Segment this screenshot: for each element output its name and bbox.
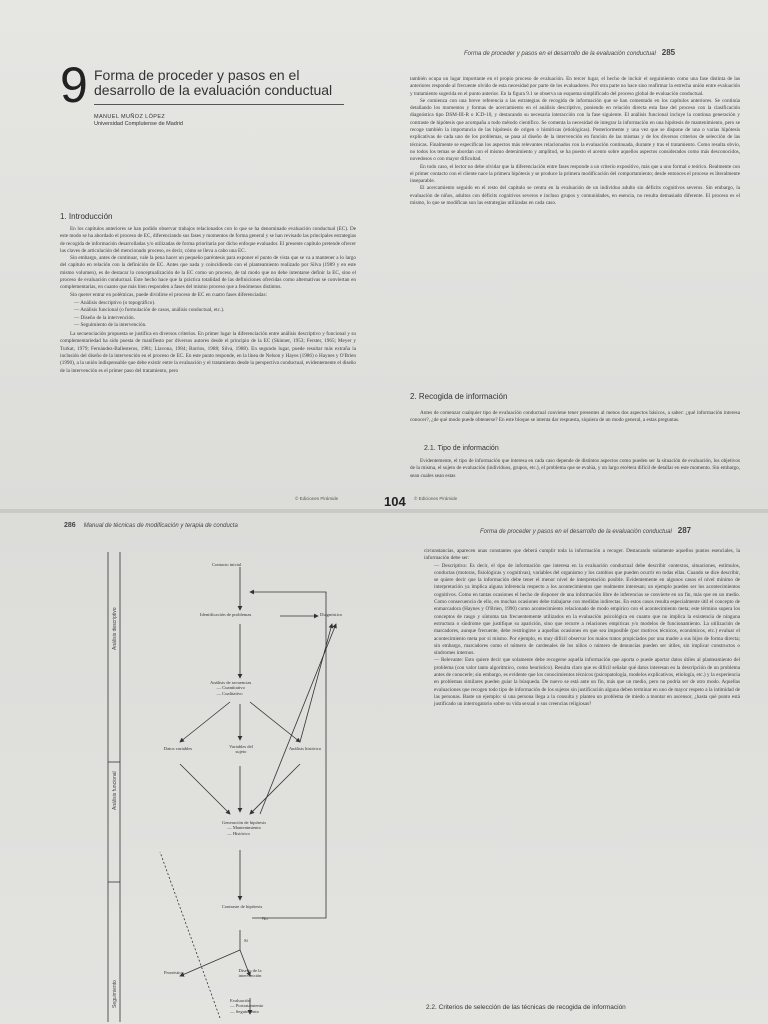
flow-label-si: Sí — [244, 938, 248, 943]
side-mark: 104 — [384, 494, 406, 509]
page-287 — [384, 512, 768, 1024]
flow-node-evaluacion: Evaluación — Postratamiento — Seguimiento — [230, 998, 264, 1014]
paragraph: Sin querer entrar en polémicas, puede dividirse el proceso de EC en cuatro fases diferenciadas: — [70, 291, 267, 298]
paragraph: Sin embargo, antes de continuar, vale la pena hacer un pequeño paréntesis para exponer el punto de vista que se va a mantener a lo largo del capítulo en relación con la definición de EC. Antes que nada y coincidiendo con el planteamiento realizado por Silva (1989 y en este mismo volumen), es de destacar la conceptualización de la EC como un proceso, de tal modo que no debe intentarse definir la EC, sino el proceso de evaluación conductual. Este hecho hace que la práctica totalidad de las definiciones ofrecidas como alternativas se conviertan en complementarias, en cuanto que más bien responden a fases del mismo proceso que a fenómenos distintos. — [60, 255, 356, 291]
list-item: — Análisis descriptivo (o topográfico). — [74, 299, 156, 306]
flow-node-analisis-secuencias: Análisis de secuencias — Cuantitativo — Cualitativo — [210, 680, 252, 696]
paragraph: Antes de comenzar cualquier tipo de evaluación conductual conviene tener presentes al menos dos aspectos básicos, a saber: ¿qué información interesa conocer?, ¿de qué modo puede obtenerse? En este bloque se intenta dar respuesta, siquiera de un modo general, a estas preguntas. — [410, 410, 740, 424]
flow-node-analisis-historico: Análisis histórico — [288, 746, 322, 751]
flow-node-pronostico: Pronóstico — [164, 970, 184, 975]
page-footer: © Ediciones Pirámide — [414, 496, 458, 501]
flow-node-diagnostico: Diagnóstico — [320, 612, 343, 617]
subsection-heading-tipo: 2.1. Tipo de información — [424, 445, 499, 452]
chapter-number: 9 — [60, 57, 88, 113]
list-item-relevante: — Relevante: Esto quiere decir que solamente debe recogerse aquella información que aporta o puede aportar datos útiles al planteamiento del problema (con valor tanto algorítmico, como heurístico). Resulta claro que es difícil señalar qué datos interesan en la descripción de un problema antes de conocerle; sin embargo, es evidente que los conocimientos técnicos (psicopatología, modelos explicativos, etiología, etc.) y la experiencia en problemas similares pueden guiar la búsqueda. De nuevo se está ante un fin, más que un medio, pero no podría ser de otro modo. Aquellas evaluaciones que recogen todo tipo de información de los sujetos sin justificación alguna deben terminar en uno de mayor respeto a la intimidad de las personas. Baste un ejemplo: si una persona llega a la consulta y plantea un problema de miedo a montar en ascensor, ¿hasta qué punto está justificado un interrogatorio sobre su vida sexual o sus creencias religiosas? — [434, 657, 740, 708]
subsection-text — [410, 458, 740, 488]
intro-text — [60, 226, 356, 486]
page-285 — [384, 0, 768, 512]
paragraph: también ocupa un lugar importante en el propio proceso de evaluación. En tercer lugar, el hecho de incluir el seguimiento como una fase distinta de las anteriores responde al frecuente olvido de esta necesidad por parte de los evaluadores. Por otra parte no hace sino reafirmar la estrecha unión entre evaluación y tratamiento sugerida en el punto anterior. En la figura 9.1 se observa un esquema simplificado del proceso global de evaluación conductual. — [410, 76, 740, 97]
list-item-descriptiva: — Descriptiva: Es decir, el tipo de información que interesa en la evaluación conductual debe describir contextos, situaciones, estímulos, conductas (motoras, fisiológicas y cognitivas), variables del organismo y los cambios que pueden ocurrir en todas ellas. Cuando se dice describir, se quiere decir que la información debe tener el menor nivel de interpretación posible. Evidentemente en algunos casos el nivel mínimo de interpretación ya implica alguna inferencia respecto a los acontecimientos que realmente interesan; un ejemplo pueden ser los acontecimientos cognitivos. Como en tantas ocasiones el hecho de disponer de una información libre de inferencias se convierte en un fin, más que en un medio. Como consecuencia de ello, en muchas ocasiones debe trabajarse con medidas indirectas. En estos casos resulta especialmente útil el concepto de enmarcadora (Haynes y O'Brien, 1990) como acontecimiento relacionado de modo empírico con el acontecimiento meta; este término supera los conceptos de rasgo y síntoma tan frecuentemente utilizados en la evaluación psicológica en cuanto que no implica la existencia de ninguna estructura o síndrome que justifique su aparición, sino que recurre a relaciones empíricas y/o modelos de funcionamiento. La utilización de marcadores, aunque frecuente, debe restringirse a aquellas ocasiones en que sea imposible (por motivos técnicos, económicos, etc.) evaluar el acontecimiento meta por sí mismo. Por ejemplo, es muy difícil observar los malos tratos propiciados por una madre a sus hijos de forma directa; sin embargo, marcadores como el número de cardenales de los niños o número de denuncias pueden ser útiles, sin implicar constructos o síndromes internos. — [434, 562, 740, 657]
paragraph: circunstancias, aparecen unas constantes que deberá cumplir toda la información a recoger. Destacando solamente aquellos puntos esenciales, la información debe ser: — [424, 548, 740, 562]
paragraph: El acercamiento seguido en el resto del capítulo se centra en la evaluación de un individuo adulto sin déficits cognitivos severos. Sin embargo, la evaluación de niños, adultos con déficits cognitivos severos e incluso grupos y comunidades, en esencia, no resulta demasiado diferente. El proceso es el mismo, lo que se modifican son las estrategias utilizadas en cada caso. — [410, 185, 740, 207]
running-head: Forma de proceder y pasos en el desarrollo de la evaluación conductual 285 — [464, 48, 676, 57]
phase-list — [60, 300, 356, 329]
page-chapter-opening — [0, 0, 384, 512]
continued-text — [410, 76, 740, 372]
page-footer: © Ediciones Pirámide — [295, 496, 339, 501]
page-number: 286 — [64, 522, 76, 529]
process-flowchart — [100, 552, 360, 1022]
list-item: — Análisis funcional (o formulación de casos, análisis conductual, etc.). — [74, 307, 225, 314]
bottom-spread — [0, 512, 768, 1024]
page-number: 287 — [677, 526, 692, 535]
requirements-text — [424, 548, 740, 988]
list-item: — Seguimiento de la intervención. — [74, 321, 147, 328]
title-rule — [94, 104, 344, 105]
list-item: — Diseño de la intervención. — [74, 314, 135, 321]
author-block — [94, 114, 183, 128]
flow-node-contraste: Contraste de hipótesis — [221, 904, 263, 909]
flow-node-variables-sujeto: Variables del sujeto — [229, 744, 253, 755]
page-number: 285 — [661, 48, 676, 57]
running-head: Forma de proceder y pasos en el desarrollo de la evaluación conductual 287 — [480, 526, 692, 535]
paragraph: Evidentemente, el tipo de información que interesa en cada caso depende de distintos aspectos como pueden ser la situación de evaluación, los objetivos de la misma, el sujeto de evaluación (individuos, grupos, etc.), el problema que se evalúa, y un largo etcétera difícil de detallar en este momento. Sin embargo, sean cuales sean estas — [410, 458, 740, 479]
section-heading-introduccion: 1. Introducción — [60, 212, 113, 221]
running-head: 286 Manual de técnicas de modificación y terapia de conducta — [64, 522, 238, 529]
flow-node-datos-variables: Datos variables — [163, 746, 193, 751]
section-text — [410, 410, 740, 438]
flow-node-identificacion: Identificación de problemas — [200, 612, 252, 617]
flow-label-no: No — [262, 916, 268, 921]
paragraph: Se comienza con una breve referencia a las estrategias de recogida de información que se han comentado en los capítulos anteriores. Se continúa detallando los momentos y formas de acercamiento en el análisis descriptivo, poniendo en relación directa esta fase del proceso con la clasificación diagnóstica tipo DSM-III-R o ICD-10, y destacando su necesaria interacción con la fase siguiente. El análisis funcional incluye la continua generación y contraste de hipótesis que acompaña a todo método científico. Se comenta la necesidad de integrar la información en una hipótesis de mantenimiento, pero se recoge también la importancia de las hipótesis de origen o históricas (etiológicas). Posteriormente y una vez que se dispone de una o varias hipótesis explicativas de cada uno de los problemas, se pasa al diseño de la intervención en función de las mismas y de los diversos criterios de selección de las técnicas. Finalmente se especifican los aspectos más relevantes relacionados con la evaluación continuada, durante y tras el tratamiento. Como resulta obvio, no todos los temas se abordan con el mismo detenimiento y amplitud, se ha puesto el acento sobre aquellos aspectos considerados como más desconocidos, novedosos o con mayor dificultad. — [410, 97, 740, 163]
flow-node-generacion: Generación de hipótesis — Mantenimiento — Histórico — [221, 820, 267, 836]
author-name: MANUEL MUÑOZ LÓPEZ — [94, 114, 166, 120]
flow-node-contacto: Contacto inicial — [212, 562, 242, 567]
paragraph: En los capítulos anteriores se han podido observar trabajos relacionados con lo que se ha denominado evaluación conductual (EC). De este modo se ha abordado el proceso de EC, diferenciando sus fases y momentos de forma general y se han revisado las principales estrategias de recogida de información desarrolladas y/o utilizadas de forma prioritaria por dicho enfoque evaluador. El presente capítulo pretende ofrecer las claves de articulación del mencionado proceso, es decir, cómo se lleva a cabo una EC. — [60, 226, 356, 254]
author-affiliation: Universidad Complutense de Madrid — [94, 121, 183, 127]
paragraph: La secuenciación propuesta se justifica en diversos criterios. En primer lugar la diferenciación entre análisis descriptivo y funcional y su complementariedad ha sido puesta de manifiesto por diversos autores desde el principio de la EC (Skinner, 1953; Ferster, 1965; Meyer y Turkat, 1979; Fernández-Ballesteros, 1981; Llavona, 1984; Barrios, 1988; Silva, 1988). En segundo lugar, puede resultar más extraña la inclusión del diseño de la intervención en el proceso de EC. En este punto responde, en la línea de Nelson y Hayes (1986) o Haynes y O'Brien (1990), a la unión indispensable que debe existir entre la evaluación y el tratamiento desde la perspectiva conductual, evidentemente el diseño de la intervención es el primer paso del tratamiento, pero — [60, 331, 356, 374]
section-heading-recogida: 2. Recogida de información — [410, 392, 508, 401]
flow-node-diseno: Diseño de la intervención — [238, 968, 262, 979]
chapter-title: Forma de proceder y pasos en el desarrollo de la evaluación conductual — [94, 67, 333, 98]
side-label-seguimiento: Seguimiento — [112, 980, 118, 1008]
side-label-descriptivo: Análisis descriptivo — [112, 607, 118, 650]
paragraph: En todo caso, el lector no debe olvidar que la diferenciación entre fases responde a un criterio expositivo, más que a uno formal o teórico. Realmente con el primer contacto con el cliente nace la primera hipótesis y se produce la primera modificación del comportamiento; desde entonces el proceso es literalmente inseparable. — [410, 163, 740, 185]
subsection-heading-criterios: 2.2. Criterios de selección de las técnicas de recogida de información — [426, 1004, 626, 1011]
side-label-funcional: Análisis funcional — [112, 771, 118, 810]
page-286 — [0, 512, 384, 1024]
